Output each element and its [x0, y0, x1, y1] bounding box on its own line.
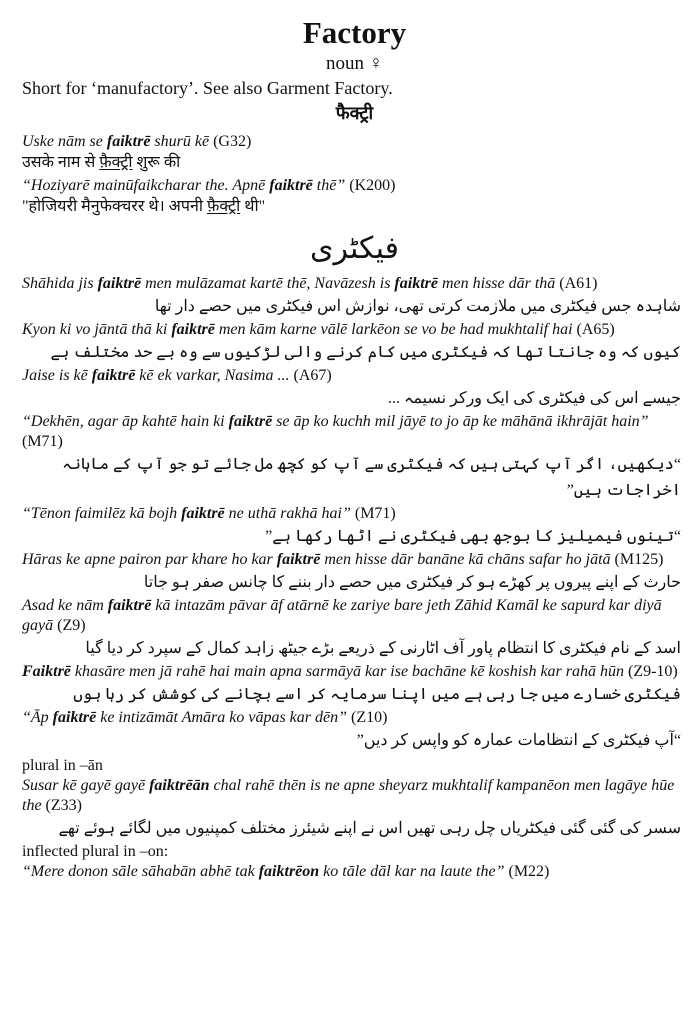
intro-example-1	[22, 132, 687, 174]
urdu-line: حارث کے اپنے پیروں پر کھڑے ہو کر فیکٹری میں حصے دار بننے کا چانس صفر ہو جاتا	[143, 574, 681, 591]
urdu-line: کیوں کہ وہ جانتا تھا کہ فیکٹری میں کام کرنے والی لڑکیوں سے وہ بے حد مختلف ہے	[50, 344, 681, 361]
translit-line: “Dekhēn, agar āp kahtē hain ki faiktrē se āp ko kuchh mil jāyē to jo āp ke māhānā ikhrājāt hain” (M71)	[22, 413, 649, 450]
example-entry	[22, 596, 687, 662]
translit-line: Shāhida jis faiktrē men mulāzamat kartē thē, Navāzesh is faiktrē men hisse dār thā (A61)	[22, 275, 598, 292]
example-entry	[22, 662, 687, 708]
headword: Factory	[302, 15, 407, 50]
urdu-headword: فیکٹری	[309, 232, 400, 265]
urdu-line: “آپ فیکٹری کے انتظامات عمارہ کو واپس کر دیں”	[356, 732, 681, 749]
urdu-line: “تینوں فیمیلیز کا بوجھ بھی فیکٹری نے اٹھا رکھا ہے”	[265, 528, 681, 545]
urdu-line: سسر کی گئی گئی فیکٹریاں چل رہی تھیں اس نے اپنے شیئرز مختلف کمپنیوں میں لگائے ہوئے تھے	[58, 820, 681, 837]
translit-line: Jaise is kē faiktrē kē ek varkar, Nasima ... (A67)	[22, 367, 332, 384]
example-entry	[22, 274, 687, 320]
translit-line: Asad ke nām faiktrē kā intazām pāvar āf atārnē ke zariye bare jeth Zāhid Kamāl ke sapurd kar diyā gayā (Z9)	[22, 597, 662, 634]
inflected-label: inflected plural in –on:	[22, 843, 169, 860]
devanagari-line: "होजियरी मैनुफेक्चरर थे। अपनी फ़ैक्ट्री थी"	[22, 198, 266, 215]
example-entry	[22, 412, 687, 504]
translit-line: Susar kē gayē gayē faiktrēān chal rahē thēn is ne apne sheyarz mukhtalif kampanēon men lagāye hūe the (Z33)	[22, 777, 675, 814]
translit-line: “Hoziyarē mainūfaikcharar the. Apnē faiktrē thē” (K200)	[22, 177, 396, 194]
urdu-line: شاہدہ جس فیکٹری میں ملازمت کرتی تھی، نوازش اس فیکٹری میں حصے دار تھا	[154, 298, 681, 315]
example-entry	[22, 504, 687, 550]
translit-line: Faiktrē khasāre men jā rahē hai main apna sarmāyā kar ise bachāne kē koshish kar rahā hūn (Z9-10)	[22, 663, 678, 680]
plural-label: plural in –ān	[22, 757, 103, 774]
example-entry	[22, 550, 687, 596]
plural-example	[22, 776, 687, 842]
examples-list	[22, 274, 687, 754]
definition: Short for ‘manufactory’. See also Garment Factory.	[22, 78, 393, 98]
dictionary-entry	[22, 14, 687, 882]
translit-line: Kyon ki vo jāntā thā ki faiktrē men kām karne vālē larkēon se vo be had mukhtalif hai (A65)	[22, 321, 615, 338]
example-entry	[22, 708, 687, 754]
urdu-line: فیکٹری خسارے میں جا رہی ہے میں اپنا سرمایہ کر اسے بچانے کی کوشش کر رہا ہوں	[73, 686, 681, 703]
translit-line: Uske nām se faiktrē shurū kē (G32)	[22, 133, 252, 150]
intro-example-2	[22, 176, 687, 218]
devanagari-line: उसके नाम से फ़ैक्ट्री शुरू की	[22, 154, 181, 171]
example-entry	[22, 366, 687, 412]
example-entry	[22, 320, 687, 366]
urdu-line: جیسے اس کی فیکٹری کی ایک ورکر نسیمہ ...	[387, 390, 681, 407]
hindi-headword: फैक्ट्री	[335, 103, 374, 123]
urdu-line: “دیکھیں، اگر آپ کہتی ہیں کہ فیکٹری سے آپ کو کچھ مل جائے تو جو آپ کے ماہانہ اخراجات ہیں”	[62, 456, 681, 499]
translit-line: “Āp faiktrē ke intizāmāt Amāra ko vāpas kar dēn” (Z10)	[22, 709, 388, 726]
part-of-speech: noun ♀	[326, 53, 383, 74]
translit-line: “Tēnon faimilēz kā bojh faiktrē ne uthā rakhā hai” (M71)	[22, 505, 396, 522]
translit-line: “Mere donon sāle sāhabān abhē tak faiktrēon ko tāle dāl kar na laute the” (M22)	[22, 863, 550, 880]
inflected-example	[22, 862, 687, 882]
translit-line: Hāras ke apne pairon par khare ho kar faiktrē men hisse dār banāne kā chāns safar ho jātā (M125)	[22, 551, 664, 568]
urdu-line: اسد کے نام فیکٹری کا انتظام پاور آف اٹارنی کے ذریعے بڑے جیٹھ زاہد کمال کے سپرد کر دیا گیا	[85, 640, 681, 657]
